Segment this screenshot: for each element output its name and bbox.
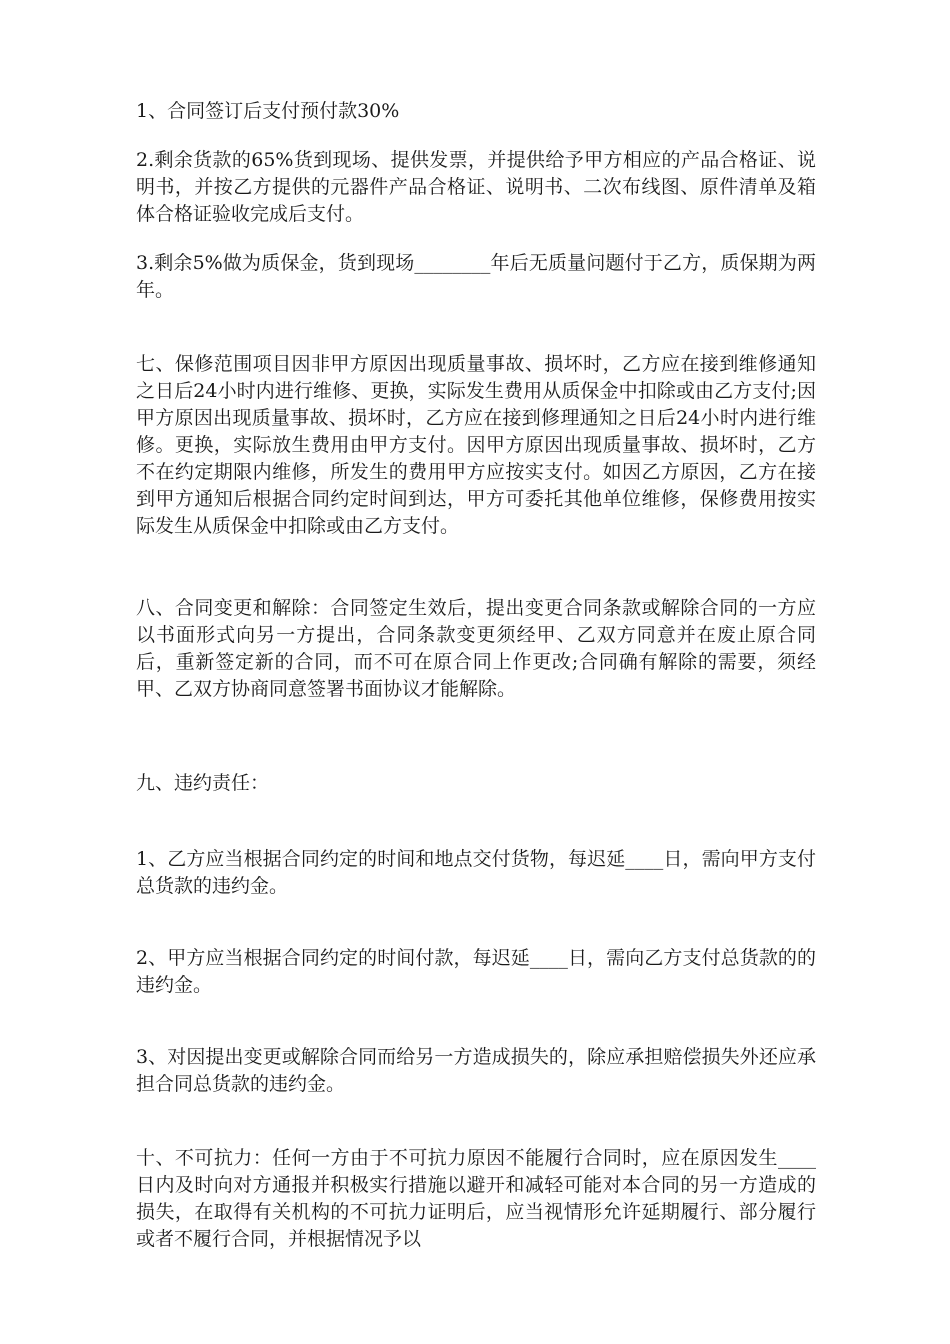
breach-liability-heading: 九、违约责任： [136,772,270,794]
breach-clause-1: 1、乙方应当根据合同约定的时间和地点交付货物，每迟延____日，需向甲方支付总货款的违约金。 [136,848,816,897]
breach-clause-2: 2、甲方应当根据合同约定的时间付款，每迟延____日，需向乙方支付总货款的的违约金。 [136,947,816,996]
contract-change-section: 八、合同变更和解除：合同签定生效后，提出变更合同条款或解除合同的一方应以书面形式向另一方提出，合同条款变更须经甲、乙双方同意并在废止原合同后，重新签定新的合同，而不可在原合同上作更改;合同确有解除的需要，须经甲、乙双方协商同意签署书面协议才能解除。 [136,597,816,700]
force-majeure-section: 十、不可抗力：任何一方由于不可抗力原因不能履行合同时，应在原因发生____日内及时向对方通报并积极实行措施以避开和减轻可能对本合同的另一方造成的损失，在取得有关机构的不可抗力证明后，应当视情形允许延期履行、部分履行或者不履行合同，并根据情况予以 [136,1147,816,1250]
breach-clause-3: 3、对因提出变更或解除合同而给另一方造成损失的，除应承担赔偿损失外还应承担合同总货款的违约金。 [136,1046,816,1095]
payment-clause-1: 1、合同签订后支付预付款30% [136,100,400,122]
payment-clause-3: 3.剩余5%做为质保金，货到现场________年后无质量问题付于乙方，质保期为两年。 [136,252,816,301]
warranty-section: 七、保修范围项目因非甲方原因出现质量事故、损坏时，乙方应在接到维修通知之日后24小时内进行维修、更换，实际发生费用从质保金中扣除或由乙方支付;因甲方原因出现质量事故、损坏时，乙方应在接到修理通知之日后24小时内进行维修。更换，实际放生费用由甲方支付。因甲方原因出现质量事故、损坏时，乙方不在约定期限内维修，所发生的费用甲方应按实支付。如因乙方原因，乙方在接到甲方通知后根据合同约定时间到达，甲方可委托其他单位维修，保修费用按实际发生从质保金中扣除或由乙方支付。 [136,353,816,537]
payment-clause-2: 2.剩余货款的65%货到现场、提供发票，并提供给予甲方相应的产品合格证、说明书，并按乙方提供的元器件产品合格证、说明书、二次布线图、原件清单及箱体合格证验收完成后支付。 [136,149,816,225]
